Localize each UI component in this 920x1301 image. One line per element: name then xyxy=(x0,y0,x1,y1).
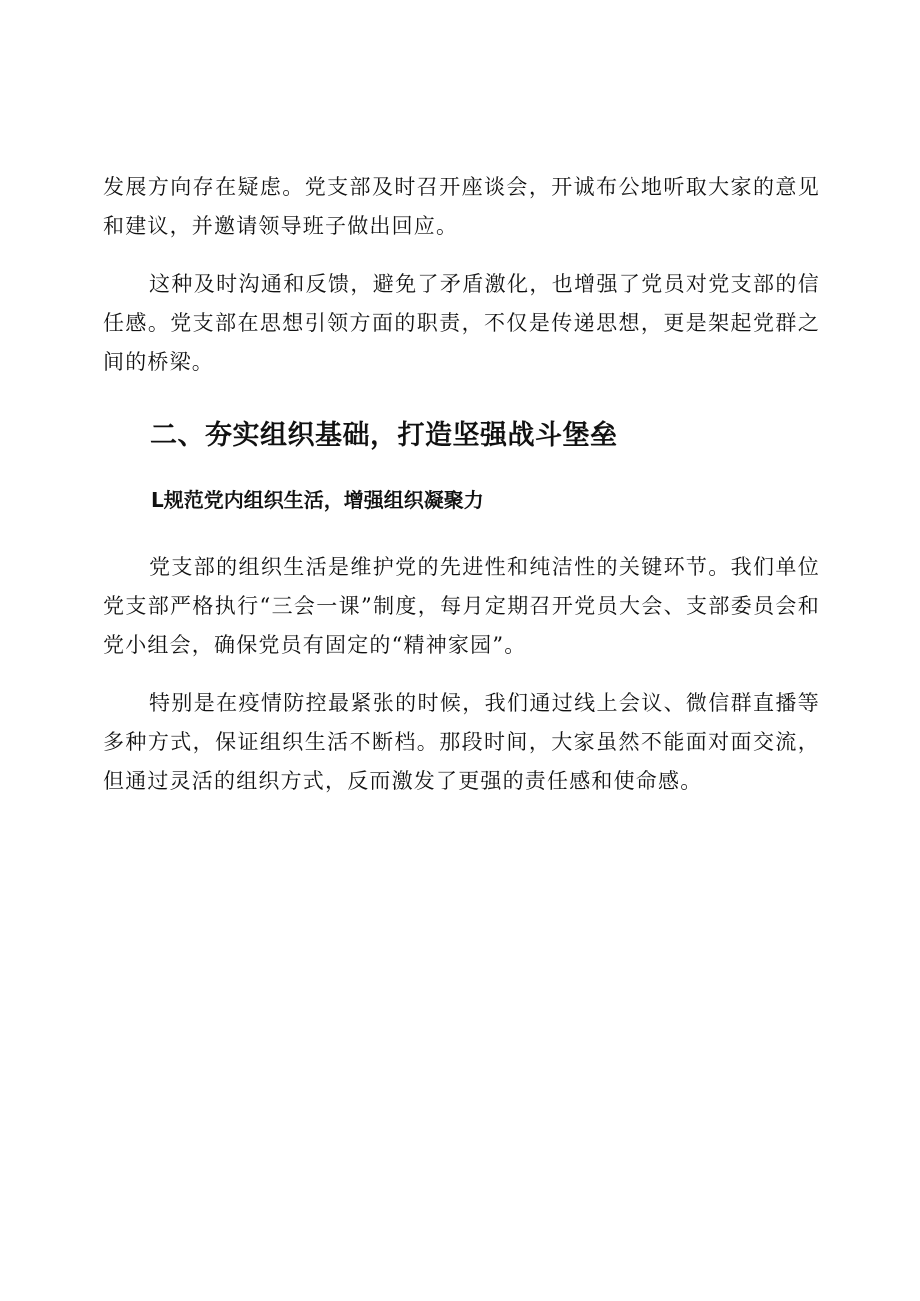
subsection-heading: L规范党内组织生活，增强组织凝聚力 xyxy=(151,488,484,512)
section-spacer xyxy=(103,456,820,482)
body-paragraph: 这种及时沟通和反馈，避免了矛盾激化，也增强了党员对党支部的信任感。党支部在思想引领方面的职责，不仅是传递思想，更是架起党群之间的桥梁。 xyxy=(103,272,820,374)
body-paragraph: 党支部的组织生活是维护党的先进性和纯洁性的关键环节。我们单位党支部严格执行“三会一课”制度，每月定期召开党员大会、支部委员会和党小组会，确保党员有固定的“精神家园”。 xyxy=(103,555,820,657)
document-body xyxy=(103,168,820,801)
body-paragraph: 特别是在疫情防控最紧张的时候，我们通过线上会议、微信群直播等多种方式，保证组织生活不断档。那段时间，大家虽然不能面对面交流，但通过灵活的组织方式，反而激发了更强的责任感和使命感。 xyxy=(103,691,820,793)
paragraph-spacer xyxy=(103,246,820,265)
section-spacer xyxy=(103,382,820,416)
section-heading: 二、夯实组织基础，打造坚强战斗堡垒 xyxy=(150,420,618,451)
paragraph-spacer xyxy=(103,665,820,684)
body-paragraph: 发展方向存在疑虑。党支部及时召开座谈会，开诚布公地听取大家的意见和建议，并邀请领导班子做出回应。 xyxy=(103,175,820,238)
section-spacer xyxy=(103,518,820,548)
